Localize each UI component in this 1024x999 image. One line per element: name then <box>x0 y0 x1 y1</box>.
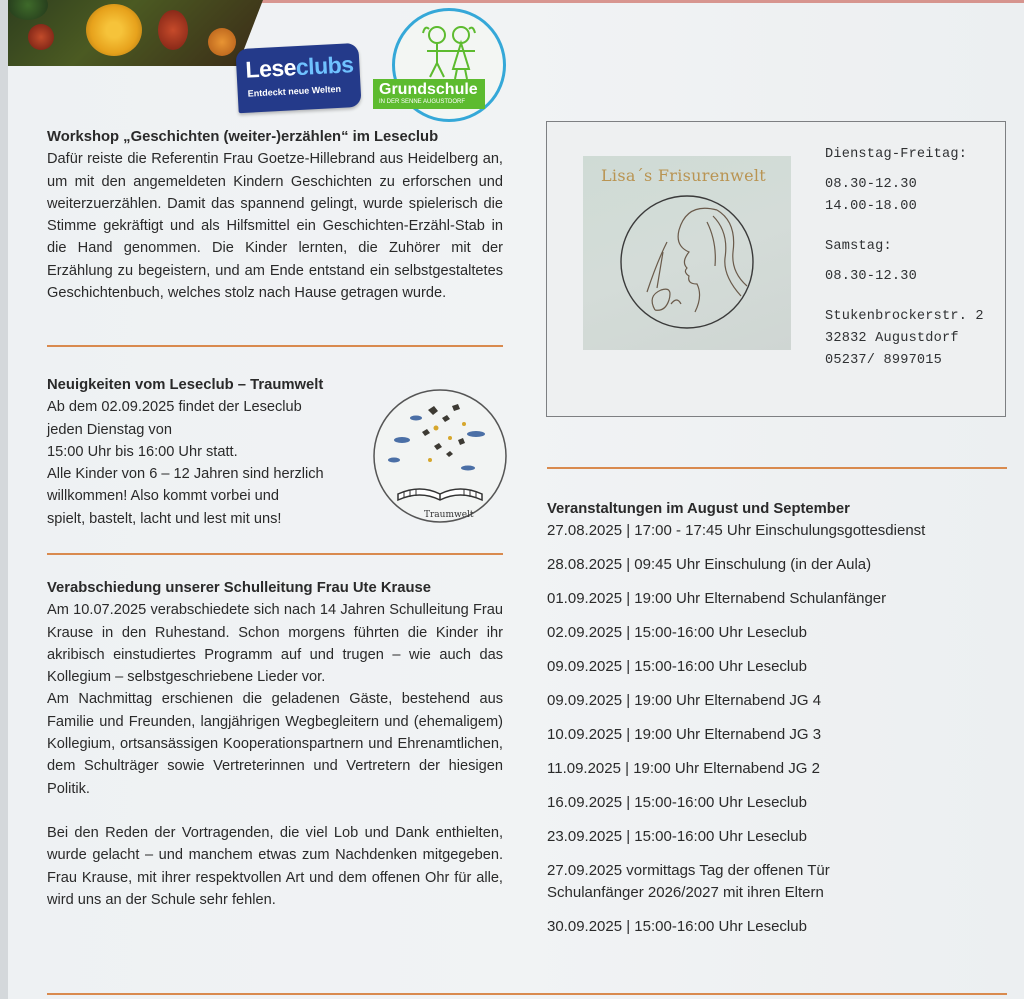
news-line: Alle Kinder von 6 – 12 Jahren sind herzlich <box>47 466 324 483</box>
news-line: Ab dem 02.09.2025 findet der Leseclub <box>47 399 302 416</box>
weekdays-label: Dienstag-Freitag: <box>825 147 968 162</box>
event-item: 27.09.2025 vormittags Tag der offenen Tür <box>547 862 830 880</box>
event-item-continued: Schulanfänger 2026/2027 mit ihren Eltern <box>547 884 824 902</box>
grundschule-logo: Grundschule IN DER SENNE AUGUSTDORF <box>392 8 506 122</box>
workshop-article <box>47 126 503 304</box>
news-line: spielt, bastelt, lacht und lest mit uns! <box>47 510 282 527</box>
event-item: 16.09.2025 | 15:00-16:00 Uhr Leseclub <box>547 794 807 812</box>
news-line: willkommen! Also kommt vorbei und <box>47 488 279 505</box>
bottom-divider <box>47 993 1007 995</box>
farewell-paragraph: Am 10.07.2025 verabschiedete sich nach 14 Jahren Schulleitung Frau Krause in den Ruhestand. Schon morgens führten die Kinder ihr akribisch einstudiertes Programm auf und trugen – wie auch das Kollegium – selbstgeschriebene Lieder vor. <box>47 602 503 686</box>
hairdresser-advertisement <box>546 121 1006 417</box>
event-item: 23.09.2025 | 15:00-16:00 Uhr Leseclub <box>547 828 807 846</box>
workshop-body: Dafür reiste die Referentin Frau Goetze-Hillebrand aus Heidelberg an, um mit den angemeldeten Kindern Geschichten zu erforschen und weiterzuerzählen. Damit das spannend gelingt, wurde spielerisch die Stimme gekräftigt und als Hilfsmittel ein Geschichten-Erzähl-Stab in die Hand genommen. Die Kinder lernten, die Zuhörer mit der Erzählung zu begeistern, und am Ende entstand ein selbstgestaltetes Geschichtenbuch, welches stolz nach Hause getragen wurde. <box>47 151 503 302</box>
salon-street: Stukenbrockerstr. 2 <box>825 309 984 324</box>
saturday-label: Samstag: <box>825 239 892 254</box>
events-title: Veranstaltungen im August und September <box>547 501 850 517</box>
weekdays-morning-hours: 08.30-12.30 <box>825 177 917 192</box>
events-section <box>547 498 1012 938</box>
salon-phone: 05237/ 8997015 <box>825 353 943 368</box>
salon-city: 32832 Augustdorf <box>825 331 959 346</box>
section-divider <box>47 553 503 555</box>
section-divider <box>547 467 1007 469</box>
news-article <box>47 374 377 530</box>
weekdays-afternoon-hours: 14.00-18.00 <box>825 199 917 214</box>
children-drawing-icon <box>417 23 481 81</box>
farewell-paragraph: Bei den Reden der Vortragenden, die viel Lob und Dank enthielten, wurde gelacht – und manchem etwas zum Nachdenken mitgegeben. Frau Krause, mit ihrer respektvollen Art und dem offenen Ohr für alle, wird uns an der Schule sehr fehlen. <box>47 824 503 908</box>
section-divider <box>47 345 503 347</box>
saturday-hours: 08.30-12.30 <box>825 269 917 284</box>
farewell-title: Verabschiedung unserer Schulleitung Frau Ute Krause <box>47 580 431 596</box>
event-item: 28.08.2025 | 09:45 Uhr Einschulung (in der Aula) <box>547 556 872 574</box>
news-line: 15:00 Uhr bis 16:00 Uhr statt. <box>47 443 238 460</box>
event-item: 30.09.2025 | 15:00-16:00 Uhr Leseclub <box>547 918 807 936</box>
traumwelt-caption: Traumwelt <box>424 510 474 520</box>
traumwelt-book-illustration <box>372 388 508 524</box>
salon-details <box>825 144 984 372</box>
farewell-paragraph: Am Nachmittag erschienen die geladenen Gäste, bestehend aus Familie und Freunden, langjährigen Wegbegleitern und (ehemaligem) Kollegium, ortsansässigen Kooperationspartnern und Ehrenamtlichen, dem Schulträger sowie Vertreterinnen und Vertretern der hiesigen Politik. <box>47 691 503 797</box>
salon-logo-image <box>583 156 791 350</box>
event-item: 01.09.2025 | 19:00 Uhr Elternabend Schulanfänger <box>547 590 887 608</box>
news-title: Neuigkeiten vom Leseclub – Traumwelt <box>47 377 324 393</box>
event-item: 09.09.2025 | 19:00 Uhr Elternabend JG 4 <box>547 692 822 710</box>
top-accent-line <box>258 0 1024 3</box>
woman-profile-icon <box>617 192 757 332</box>
event-item: 11.09.2025 | 19:00 Uhr Elternabend JG 2 <box>547 760 820 778</box>
farewell-article <box>47 577 503 911</box>
page-edge <box>0 0 8 999</box>
salon-name: Lisa´s Frisurenwelt <box>601 166 767 185</box>
flower-photo <box>8 0 263 66</box>
workshop-title: Workshop „Geschichten (weiter-)erzählen“ im Leseclub <box>47 129 439 145</box>
event-item: 10.09.2025 | 19:00 Uhr Elternabend JG 3 <box>547 726 822 744</box>
event-item: 09.09.2025 | 15:00-16:00 Uhr Leseclub <box>547 658 807 676</box>
event-item: 02.09.2025 | 15:00-16:00 Uhr Leseclub <box>547 624 807 642</box>
event-item: 27.08.2025 | 17:00 - 17:45 Uhr Einschulungsgottesdienst <box>547 522 926 540</box>
leseclubs-logo: Leseclubs Entdeckt neue Welten <box>235 43 361 113</box>
news-line: jeden Dienstag von <box>47 421 172 438</box>
